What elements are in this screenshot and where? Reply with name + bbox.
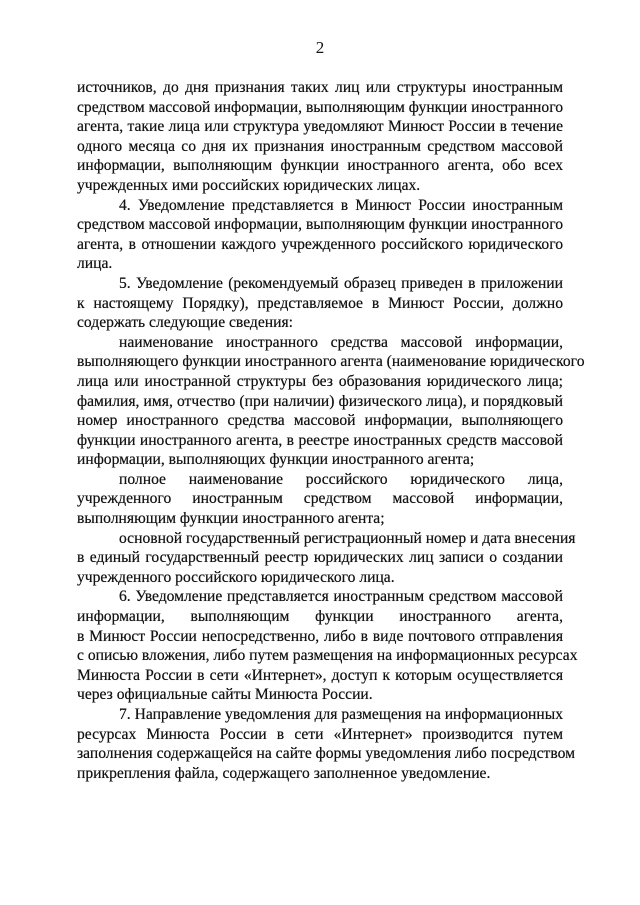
paragraph	[77, 587, 578, 705]
text-line: информации, выполняющим функции иностранного агента,	[77, 608, 563, 626]
text-line: средством массовой информации, выполняющим функции иностранного	[77, 216, 563, 234]
text-line: информации, выполняющим функции иностранного агента, обо всех	[77, 157, 563, 175]
paragraph	[77, 470, 563, 529]
paragraph	[77, 274, 563, 333]
text-line: в Минюст России непосредственно, либо в виде почтового отправления	[77, 627, 563, 645]
text-line: средством массовой информации, выполняющим функции иностранного	[77, 98, 563, 116]
text-line: прикрепления файла, содержащего заполненное уведомление.	[77, 764, 491, 782]
text-line: учрежденных ими российских юридических лицах.	[77, 176, 421, 194]
text-line: к настоящему Порядку), представляемое в Минюст России, должно	[77, 294, 563, 312]
text-line: наименование иностранного средства массовой информации,	[119, 333, 563, 351]
paragraph	[77, 529, 576, 588]
text-line: агента, такие лица или структура уведомляют Минюст России в течение	[77, 118, 563, 136]
text-line: через официальные сайты Минюста России.	[77, 686, 373, 704]
text-line: одного месяца со дня их признания иностранным средством массовой	[77, 137, 563, 155]
text-line: выполняющего функции иностранного агента (наименование юридического	[77, 353, 585, 371]
text-line: лица.	[77, 255, 113, 273]
text-line: содержать следующие сведения:	[77, 314, 293, 332]
text-line: функции иностранного агента, в реестре иностранных средств массовой	[77, 431, 563, 449]
text-line: Минюста России в сети «Интернет», доступ к которым осуществляется	[77, 666, 563, 684]
text-line: основной государственный регистрационный номер и дата внесения	[119, 529, 576, 547]
text-line: номер иностранного средства массовой информации, выполняющего	[77, 412, 563, 430]
text-line: выполняющим функции иностранного агента;	[77, 510, 385, 528]
text-line: учрежденного российского юридического лица.	[77, 568, 395, 586]
paragraph	[77, 196, 563, 274]
text-line: в единый государственный реестр юридических лиц записи о создании	[77, 549, 563, 567]
text-line: с описью вложения, либо путем размещения на информационных ресурсах	[77, 647, 578, 665]
text-line: ресурсах Минюста России в сети «Интернет» производится путем	[77, 725, 563, 743]
paragraph	[77, 705, 575, 783]
document-body	[77, 78, 585, 783]
text-line: 4. Уведомление представляется в Минюст России иностранным	[119, 196, 563, 214]
text-line: агента, в отношении каждого учрежденного российского юридического	[77, 235, 563, 253]
text-line: учрежденного иностранным средством массовой информации,	[77, 490, 563, 508]
text-line: 7. Направление уведомления для размещения на информационных	[119, 706, 563, 723]
page-number: 2	[315, 38, 325, 57]
text-line: 6. Уведомление представляется иностранным средством массовой	[119, 588, 563, 606]
text-line: лица или иностранной структуры без образования юридического лица;	[77, 372, 563, 390]
text-line: фамилия, имя, отчество (при наличии) физического лица), и порядковый	[77, 392, 563, 410]
text-line: 5. Уведомление (рекомендуемый образец приведен в приложении	[119, 274, 563, 292]
text-line: заполнения содержащейся на сайте формы уведомления либо посредством	[77, 745, 575, 763]
text-line: источников, до дня признания таких лиц или структуры иностранным	[77, 79, 563, 96]
paragraph	[77, 78, 563, 196]
paragraph	[77, 333, 585, 470]
text-line: информации, выполняющих функции иностранного агента;	[77, 451, 475, 469]
text-line: полное наименование российского юридического лица,	[119, 470, 563, 488]
